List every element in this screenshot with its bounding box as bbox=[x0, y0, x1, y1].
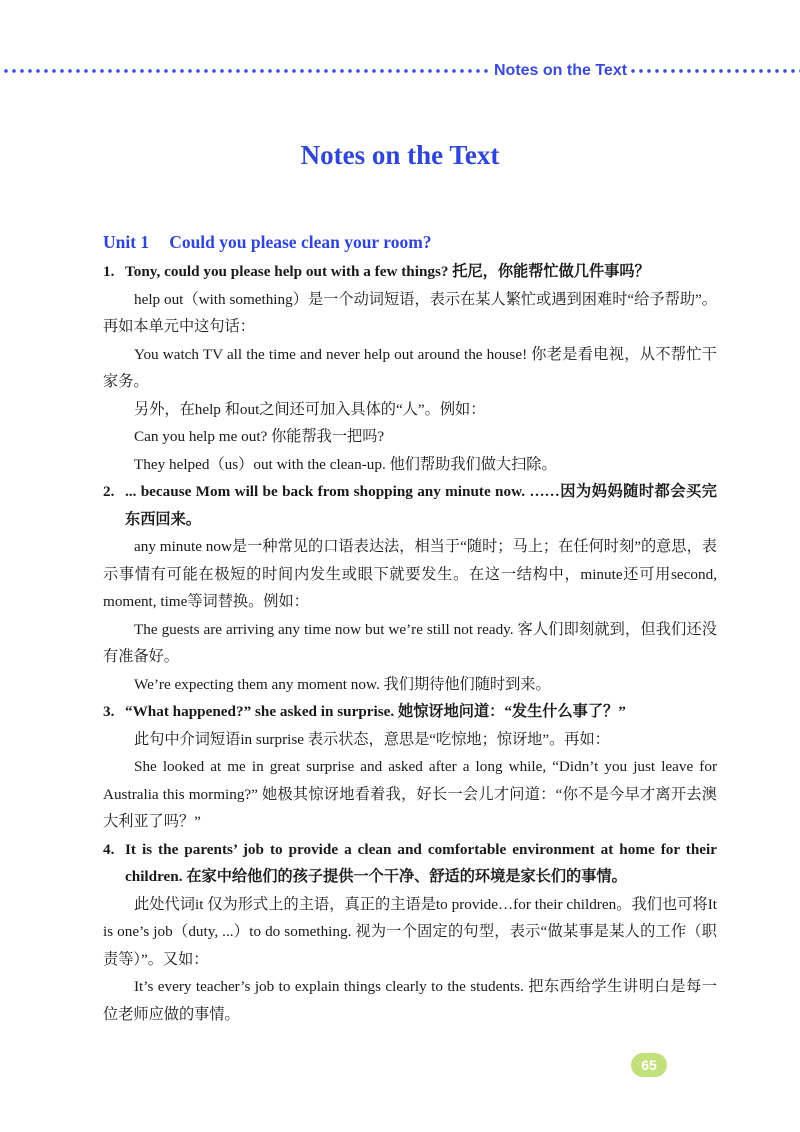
note-paragraph: 此句中介词短语in surprise 表示状态，意思是“吃惊地；惊讶地”。再如： bbox=[134, 730, 610, 748]
note-paragraph: help out（with something）是一个动词短语，表示在某人繁忙或遇到困难时“给予帮助”。再如本单元中这句话： bbox=[103, 290, 717, 335]
unit-heading bbox=[103, 228, 717, 256]
note-paragraph: They helped（us）out with the clean-up. 他们帮助我们做大扫除。 bbox=[134, 455, 557, 473]
unit-title: Could you please clean your room? bbox=[169, 232, 432, 252]
note-number: 4. bbox=[103, 840, 115, 858]
running-header-title: Notes on the Text bbox=[494, 62, 628, 79]
page-number-badge: 65 bbox=[631, 1053, 667, 1077]
note-3 bbox=[103, 698, 717, 836]
note-1 bbox=[103, 258, 717, 478]
page-title: Notes on the Text bbox=[300, 140, 500, 170]
note-paragraph: You watch TV all the time and never help out around the house! 你老是看电视，从不帮忙干家务。 bbox=[103, 345, 717, 390]
note-paragraph: 另外，在help 和out之间还可加入具体的“人”。例如： bbox=[134, 400, 486, 418]
notes-content bbox=[103, 228, 717, 1028]
note-paragraph: Can you help me out? 你能帮我一把吗? bbox=[134, 428, 385, 445]
note-paragraph: She looked at me in great surprise and asked after a long while, “Didn’t you just leave for Australia this morming?” 她极其惊讶地看着我，好长一会儿才问道：“你不是今早才离开去澳大利亚了吗？” bbox=[103, 758, 717, 830]
note-heading bbox=[103, 258, 717, 286]
note-heading-text: Tony, could you please help out with a few things? 托尼，你能帮忙做几件事吗？ bbox=[125, 263, 650, 280]
note-paragraph: We’re expecting them any moment now. 我们期待他们随时到来。 bbox=[134, 675, 551, 693]
note-paragraph: 此处代词it 仅为形式上的主语，真正的主语是to provide…for their children。我们也可将It is one’s job（duty, ...）to do something. 视为一个固定的句型，表示“做某事是某人的工作（职责等）”。又如： bbox=[103, 895, 717, 968]
note-number: 2. bbox=[103, 483, 115, 500]
note-paragraph: It’s every teacher’s job to explain things clearly to the students. 把东西给学生讲明白是每一位老师应做的事情。 bbox=[103, 978, 717, 1023]
note-number: 3. bbox=[103, 703, 115, 720]
note-2 bbox=[103, 478, 717, 698]
note-number: 1. bbox=[103, 263, 115, 280]
note-paragraph: The guests are arriving any time now but we’re still not ready. 客人们即刻就到，但我们还没有准备好。 bbox=[103, 620, 717, 665]
header-dotted-rule-right bbox=[629, 68, 800, 74]
note-paragraph: any minute now是一种常见的口语表达法，相当于“随时；马上；在任何时刻”的意思，表示事情有可能在极短的时间内发生或眼下就要发生。在这一结构中，minute还可用second, moment, time等词替换。例如： bbox=[103, 538, 717, 610]
header-dotted-rule-left bbox=[2, 68, 492, 74]
note-heading bbox=[103, 698, 717, 726]
unit-label: Unit 1 bbox=[103, 232, 150, 252]
note-heading bbox=[103, 836, 717, 891]
note-heading-text: ... because Mom will be back from shopping any minute now. ……因为妈妈随时都会买完东西回来。 bbox=[125, 483, 717, 528]
note-heading-text: “What happened?” she asked in surprise. 她惊讶地问道：“发生什么事了？” bbox=[125, 703, 626, 720]
note-4 bbox=[103, 836, 717, 1029]
note-heading bbox=[103, 478, 717, 533]
note-heading-text: It is the parents’ job to provide a clean and comfortable environment at home for their children. 在家中给他们的孩子提供一个干净、舒适的环境是家长们的事情。 bbox=[125, 840, 717, 885]
running-header bbox=[0, 58, 800, 84]
